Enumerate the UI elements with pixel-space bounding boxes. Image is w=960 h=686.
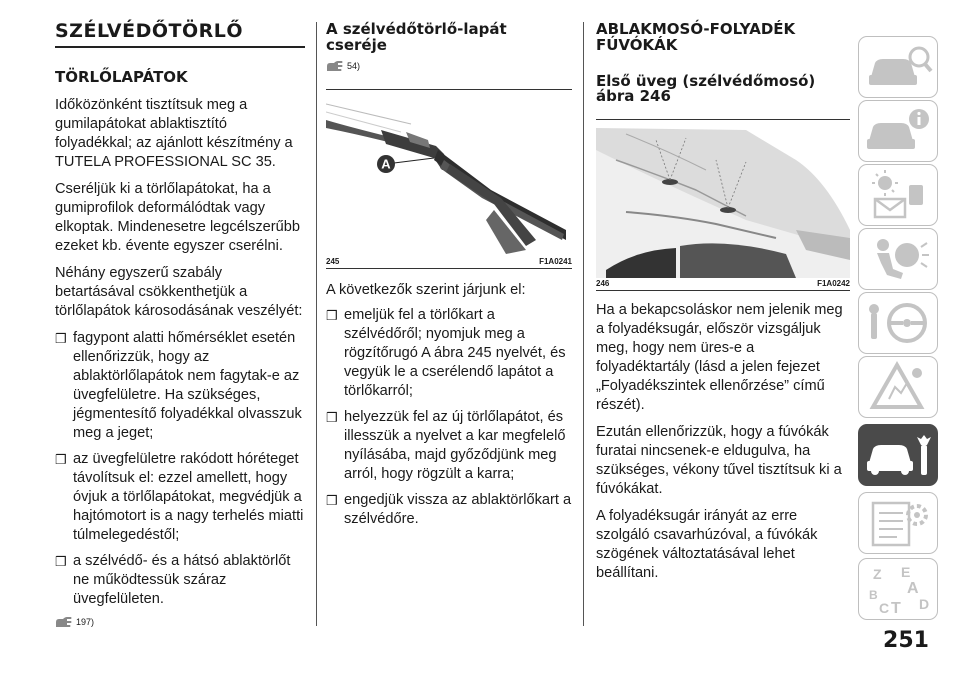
index-letter: A [907,580,919,597]
index-letter: E [901,564,911,580]
bullet-box-icon: ❒ [55,451,67,467]
paragraph: Cseréljük ki a törlőlapátokat, ha a gumiprofilok deformálódtak vagy elkoptak. Mindenesetre legcélszerűbb ezeket kb. évente egyszer cserélni. [55,180,300,254]
column-wiper-blades [55,22,305,629]
steering-key-icon [859,293,937,353]
dashboard-lights-icon [859,165,937,225]
wiper-blade-illustration [326,90,572,256]
bullet-box-icon: ❒ [326,409,338,425]
paragraph: Ha a bekapcsoláskor nem jelenik meg a folyadéksugár, először vizsgáljuk meg, hogy nem üres-e a folyadéktartály (lásd a jelen fejezet „Folyadékszintek ellenőrzése” című részét). [596,302,843,413]
list-item: ❒ helyezzük fel az új törlőlapátot, és illesszük a nyelvet a kar megfelelő nyílásába, majd győződjünk meg arról, hogy rögzült a karra; [326,408,566,482]
tab-airbag[interactable] [858,228,938,290]
tab-car-search[interactable] [858,36,938,98]
index-letter: B [869,588,878,602]
tab-specifications[interactable] [858,492,938,554]
warning-reference-number: 197) [76,617,95,628]
figure-code: F1A0242 [817,279,850,288]
column-divider [583,22,584,626]
list-item: ❒ fagypont alatti hőmérséklet esetén ellenőrizzük, hogy az ablaktörlőlapátok nem fagytak-e az üvegfelületre. Ha szükséges, jégmentesítő folyadékkal olvasszuk meg a jeget; [55,329,302,441]
list-item: ❒ a szélvédő- és a hátsó ablaktörlőt ne működtessük száraz üvegfelületen. [55,552,291,607]
column-divider [316,22,317,626]
car-wrench-icon [859,425,937,485]
tab-emergency[interactable] [858,356,938,418]
paragraph: Ezután ellenőrizzük, hogy a fúvókák furatai nincsenek-e eldugulva, ha szükséges, vékony tűvel tisztítsuk ki a fúvókákat. [596,424,842,497]
section-title: SZÉLVÉDŐTÖRLŐ [55,22,305,48]
warning-triangle-icon [859,357,937,417]
car-hood-illustration [596,120,850,278]
tab-maintenance[interactable] [858,424,938,486]
figure-246-washer-nozzles [596,119,850,291]
index-letter: T [891,600,901,617]
list-item: ❒ engedjük vissza az ablaktörlőkart a szélvédőre. [326,491,572,527]
page-number: 251 [883,628,929,653]
index-letter: C [879,600,890,616]
subsection-title: TÖRLŐLAPÁTOK [55,67,188,86]
section-title: ABLAKMOSÓ-FOLYADÉK FÚVÓKÁK [596,20,796,54]
list-item: ❒ az üvegfelületre rakódott hóréteget távolítsuk el: ezzel amellett, hogy óvjuk a törlőlapátokat, megvédjük a hajtómotort is a nagy terhelés miatti túlmelegedéstől; [55,450,304,543]
figure-245-wiper-blade [326,89,572,269]
car-search-icon [859,37,937,97]
car-info-icon [859,101,937,161]
warning-hand-icon [326,60,344,73]
paragraph: A folyadéksugár irányát az erre szolgáló csavarhúzóval, a fúvókák szögének változtatásával lehet beállítani. [596,508,818,581]
index-letter: Z [873,566,882,582]
column-blade-replacement [326,22,572,536]
warning-reference [326,60,572,73]
paragraph: Néhány egyszerű szabály betartásával csökkenthetjük a törlőlapátok károsodásának veszélyét: [55,264,303,319]
section-title: A szélvédőtörlő-lapát cseréje [326,20,507,54]
list-item: ❒ emeljük fel a törlőkart a szélvédőről; nyomjuk meg a rögzítőrugó A ábra 245 nyelvét, és vegyük le a cserélendő lapátot a törlőkarról; [326,306,566,399]
callout-label: A [381,156,391,171]
specifications-icon [859,493,937,553]
bullet-box-icon: ❒ [326,492,338,508]
bullet-box-icon: ❒ [55,553,67,569]
warning-reference [55,616,305,629]
tab-alphabetical-index[interactable] [858,558,938,620]
tab-car-info[interactable] [858,100,938,162]
subsection-title: Első üveg (szélvédőmosó) ábra 246 [596,71,816,106]
paragraph: A következők szerint járjunk el: [326,281,526,298]
figure-number: 245 [326,256,340,266]
bullet-list [55,329,305,609]
index-letter: D [919,596,930,612]
step-list [326,306,572,529]
paragraph: Időközönként tisztítsuk meg a gumilapátokat ablaktisztító folyadékkal; az ajánlott készítmény a TUTELA PROFESSIONAL SC 35. [55,96,293,170]
alphabetical-index-icon [859,559,937,619]
airbag-passenger-icon [859,229,937,289]
tab-dashboard-lights[interactable] [858,164,938,226]
warning-hand-icon [55,616,73,629]
column-washer-nozzles [596,22,850,591]
figure-code: F1A0241 [539,256,572,266]
bullet-box-icon: ❒ [55,330,67,346]
figure-number: 246 [596,279,610,288]
bullet-box-icon: ❒ [326,307,338,323]
tab-steering-key[interactable] [858,292,938,354]
warning-reference-number: 54) [347,61,361,71]
